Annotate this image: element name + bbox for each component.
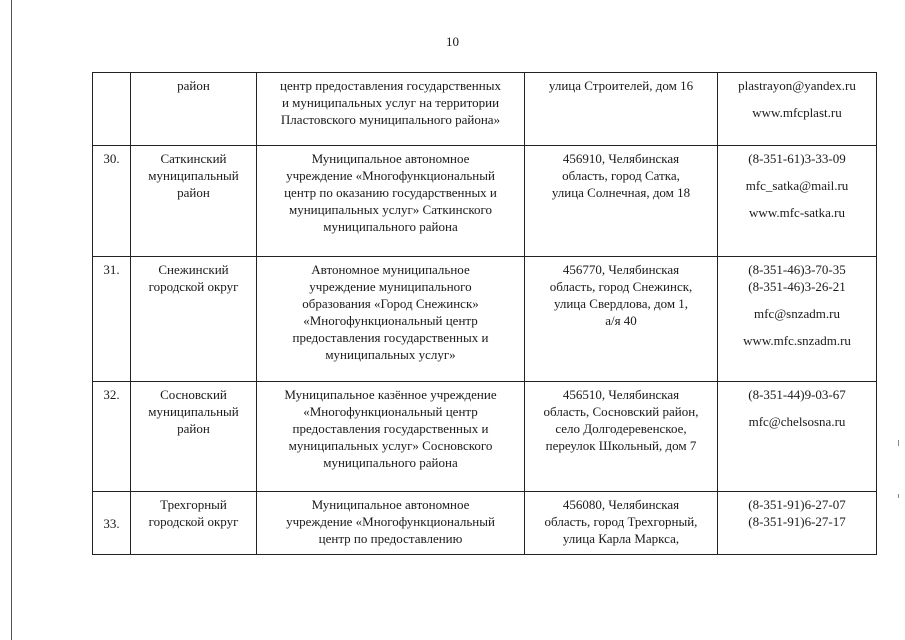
district-cell (131, 257, 257, 382)
address-line: 456080, Челябинская (562, 497, 680, 512)
organization-line: Муниципальное автономное (311, 151, 470, 166)
address-line: 456510, Челябинская (562, 387, 680, 402)
address-line: улица Свердлова, дом 1, (553, 296, 689, 311)
address-cell (525, 257, 718, 382)
row-number-cell: 30. (93, 146, 131, 257)
organization-line: муниципальных услуг» Саткинского (288, 202, 493, 217)
district-cell (131, 146, 257, 257)
district-line: муниципальный (148, 168, 239, 183)
page-number: 10 (446, 34, 459, 49)
mfc-registry-table (92, 72, 877, 555)
row-number-cell: 33. (93, 492, 131, 555)
row-number-cell: 32. (93, 382, 131, 492)
table-row (93, 492, 877, 555)
organization-cell (257, 492, 525, 555)
table-row (93, 146, 877, 257)
website-text: www.mfc.snzadm.ru (743, 333, 851, 348)
district-line: район (177, 421, 210, 436)
organization-line: муниципальных услуг» Сосновского (288, 438, 493, 453)
district-line: городской округ (148, 514, 239, 529)
organization-line: муниципального района (323, 455, 458, 470)
organization-line: учреждение «Многофункциональный (286, 168, 495, 183)
organization-line: муниципальных услуг» (325, 347, 456, 362)
organization-line: Автономное муниципальное (311, 262, 470, 277)
organization-line: центр предоставления государственных (280, 78, 501, 93)
table-row (93, 382, 877, 492)
email-text: mfc_satka@mail.ru (745, 178, 849, 193)
organization-line: Муниципальное автономное (311, 497, 470, 512)
table-row (93, 73, 877, 146)
district-line: район (177, 78, 210, 93)
address-line: область, город Снежинск, (549, 279, 693, 294)
organization-line: Муниципальное казённое учреждение (284, 387, 497, 402)
contacts-cell (718, 257, 877, 382)
organization-line: «Многофункциональный центр (303, 404, 478, 419)
district-line: Снежинский (158, 262, 229, 277)
organization-cell (257, 146, 525, 257)
district-line: муниципальный (148, 404, 239, 419)
scan-speck (898, 494, 899, 498)
district-line: Сосновский (160, 387, 227, 402)
address-cell (525, 382, 718, 492)
district-line: городской округ (148, 279, 239, 294)
address-line: 456910, Челябинская (562, 151, 680, 166)
contacts-cell (718, 146, 877, 257)
organization-cell (257, 73, 525, 146)
address-line: область, Сосновский район, (543, 404, 699, 419)
address-line: область, город Трехгорный, (544, 514, 698, 529)
website-text: www.mfcplast.ru (752, 105, 842, 120)
row-number-cell: 31. (93, 257, 131, 382)
organization-line: Пластовского муниципального района» (280, 112, 501, 127)
address-cell (525, 73, 718, 146)
district-line: Саткинский (160, 151, 227, 166)
address-line: 456770, Челябинская (562, 262, 680, 277)
district-line: район (177, 185, 210, 200)
phone-text: (8-351-91)6-27-17 (748, 514, 846, 529)
address-line: улица Солнечная, дом 18 (551, 185, 691, 200)
address-line: а/я 40 (605, 313, 637, 328)
contacts-cell (718, 73, 877, 146)
row-number-cell (93, 73, 131, 146)
organization-line: муниципального района (323, 219, 458, 234)
phone-text: (8-351-46)3-26-21 (748, 279, 846, 294)
organization-line: учреждение «Многофункциональный (286, 514, 495, 529)
organization-line: центр по предоставлению (318, 531, 463, 546)
phone-text: (8-351-61)3-33-09 (748, 151, 846, 166)
contacts-cell (718, 382, 877, 492)
district-line: Трехгорный (160, 497, 227, 512)
organization-line: учреждение муниципального (309, 279, 472, 294)
address-line: область, город Сатка, (562, 168, 680, 183)
address-line: улица Строителей, дом 16 (548, 78, 694, 93)
phone-text: (8-351-91)6-27-07 (748, 497, 846, 512)
organization-line: «Многофункциональный центр (303, 313, 478, 328)
district-cell (131, 73, 257, 146)
email-text: mfc@chelsosna.ru (748, 414, 846, 429)
organization-line: и муниципальных услуг на территории (281, 95, 500, 110)
page-edge-line (11, 0, 12, 640)
address-line: переулок Школьный, дом 7 (545, 438, 697, 453)
organization-line: образования «Город Снежинск» (302, 296, 479, 311)
organization-cell (257, 257, 525, 382)
scan-speck (898, 440, 899, 446)
contacts-cell (718, 492, 877, 555)
address-line: село Долгодеревенское, (555, 421, 687, 436)
address-line: улица Карла Маркса, (562, 531, 680, 546)
phone-text: (8-351-46)3-70-35 (748, 262, 846, 277)
phone-text: (8-351-44)9-03-67 (748, 387, 846, 402)
website-text: www.mfc-satka.ru (749, 205, 845, 220)
district-cell (131, 492, 257, 555)
organization-cell (257, 382, 525, 492)
district-cell (131, 382, 257, 492)
address-cell (525, 492, 718, 555)
address-cell (525, 146, 718, 257)
email-text: plastrayon@yandex.ru (738, 78, 856, 93)
email-text: mfc@snzadm.ru (754, 306, 840, 321)
organization-line: центр по оказанию государственных и (284, 185, 497, 200)
organization-line: предоставления государственных и (292, 330, 489, 345)
table-row (93, 257, 877, 382)
organization-line: предоставления государственных и (292, 421, 489, 436)
